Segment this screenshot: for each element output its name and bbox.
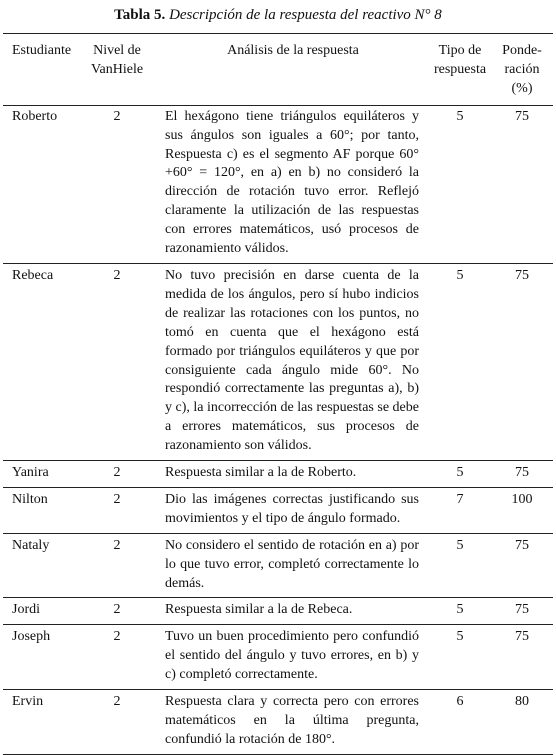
cell-ponderacion: 75 bbox=[491, 105, 553, 263]
cell-ponderacion: 75 bbox=[491, 625, 553, 690]
cell-analisis: Respuesta similar a la de Roberto. bbox=[157, 461, 429, 488]
cell-ponderacion: 80 bbox=[491, 690, 553, 755]
cell-estudiante: Nilton bbox=[3, 487, 77, 533]
header-nivel: Nivel de VanHiele bbox=[77, 34, 157, 106]
table-caption bbox=[0, 6, 556, 24]
table-row bbox=[3, 598, 553, 625]
table-row bbox=[3, 533, 553, 598]
cell-nivel: 2 bbox=[77, 690, 157, 755]
table-row bbox=[3, 487, 553, 533]
cell-ponderacion: 100 bbox=[491, 487, 553, 533]
cell-tipo: 5 bbox=[429, 598, 491, 625]
cell-nivel: 2 bbox=[77, 487, 157, 533]
cell-ponderacion: 75 bbox=[491, 263, 553, 460]
cell-ponderacion: 75 bbox=[491, 533, 553, 598]
table-row bbox=[3, 625, 553, 690]
cell-nivel: 2 bbox=[77, 598, 157, 625]
caption-label: Tabla 5. bbox=[114, 7, 166, 23]
cell-analisis: Dio las imágenes correctas justificando sus movimientos y el tipo de ángulo formado. bbox=[157, 487, 429, 533]
cell-tipo: 5 bbox=[429, 105, 491, 263]
cell-analisis: Respuesta similar a la de Rebeca. bbox=[157, 598, 429, 625]
header-analisis: Análisis de la respuesta bbox=[157, 34, 429, 106]
cell-tipo: 5 bbox=[429, 625, 491, 690]
cell-tipo: 6 bbox=[429, 690, 491, 755]
table-row bbox=[3, 105, 553, 263]
cell-nivel: 2 bbox=[77, 533, 157, 598]
cell-estudiante: Roberto bbox=[3, 105, 77, 263]
table-row bbox=[3, 461, 553, 488]
cell-estudiante: Yanira bbox=[3, 461, 77, 488]
cell-analisis: No tuvo precisión en darse cuenta de la medida de los ángulos, pero sí hubo indicios de realizar las rotaciones con los puntos, no tomó en cuenta que el hexágono está formado por triángulos equiláteros y que por consiguiente cada ángulo mide 60°. No respondió correctamente las preguntas a), b) y c), la incorrección de las respuestas se debe a errores matemáticos, sus procesos de razonamiento son válidos. bbox=[157, 263, 429, 460]
caption-title: Descripción de la respuesta del reactivo N° 8 bbox=[169, 7, 442, 23]
response-table bbox=[3, 33, 553, 755]
table-row bbox=[3, 263, 553, 460]
header-estudiante: Estudiante bbox=[3, 34, 77, 106]
cell-tipo: 7 bbox=[429, 487, 491, 533]
cell-estudiante: Joseph bbox=[3, 625, 77, 690]
cell-estudiante: Ervin bbox=[3, 690, 77, 755]
cell-estudiante: Nataly bbox=[3, 533, 77, 598]
cell-nivel: 2 bbox=[77, 263, 157, 460]
cell-nivel: 2 bbox=[77, 105, 157, 263]
cell-analisis: No considero el sentido de rotación en a) por lo que tuvo error, completó correctamente lo demás. bbox=[157, 533, 429, 598]
cell-estudiante: Jordi bbox=[3, 598, 77, 625]
cell-tipo: 5 bbox=[429, 461, 491, 488]
cell-ponderacion: 75 bbox=[491, 598, 553, 625]
header-row bbox=[3, 34, 553, 106]
cell-tipo: 5 bbox=[429, 533, 491, 598]
cell-analisis: Respuesta clara y correcta pero con errores matemáticos en la última pregunta, confundió la rotación de 180°. bbox=[157, 690, 429, 755]
cell-analisis: Tuvo un buen procedimiento pero confundió el sentido del ángulo y tuvo errores, en b) y c) completó correctamente. bbox=[157, 625, 429, 690]
cell-nivel: 2 bbox=[77, 461, 157, 488]
cell-nivel: 2 bbox=[77, 625, 157, 690]
cell-tipo: 5 bbox=[429, 263, 491, 460]
table-row bbox=[3, 690, 553, 755]
cell-ponderacion: 75 bbox=[491, 461, 553, 488]
cell-estudiante: Rebeca bbox=[3, 263, 77, 460]
header-ponderacion: Ponde-ración (%) bbox=[491, 34, 553, 106]
cell-analisis: El hexágono tiene triángulos equiláteros y sus ángulos son iguales a 60°; por tanto, Respuesta c) es el segmento AF porque 60°+60° = 120°, en a) en b) no consideró la dirección de rotación tuvo error. Reflejó claramente la utilización de las respuestas con errores matemáticos, usó procesos de razonamiento válidos. bbox=[157, 105, 429, 263]
header-tipo: Tipo de respuesta bbox=[429, 34, 491, 106]
